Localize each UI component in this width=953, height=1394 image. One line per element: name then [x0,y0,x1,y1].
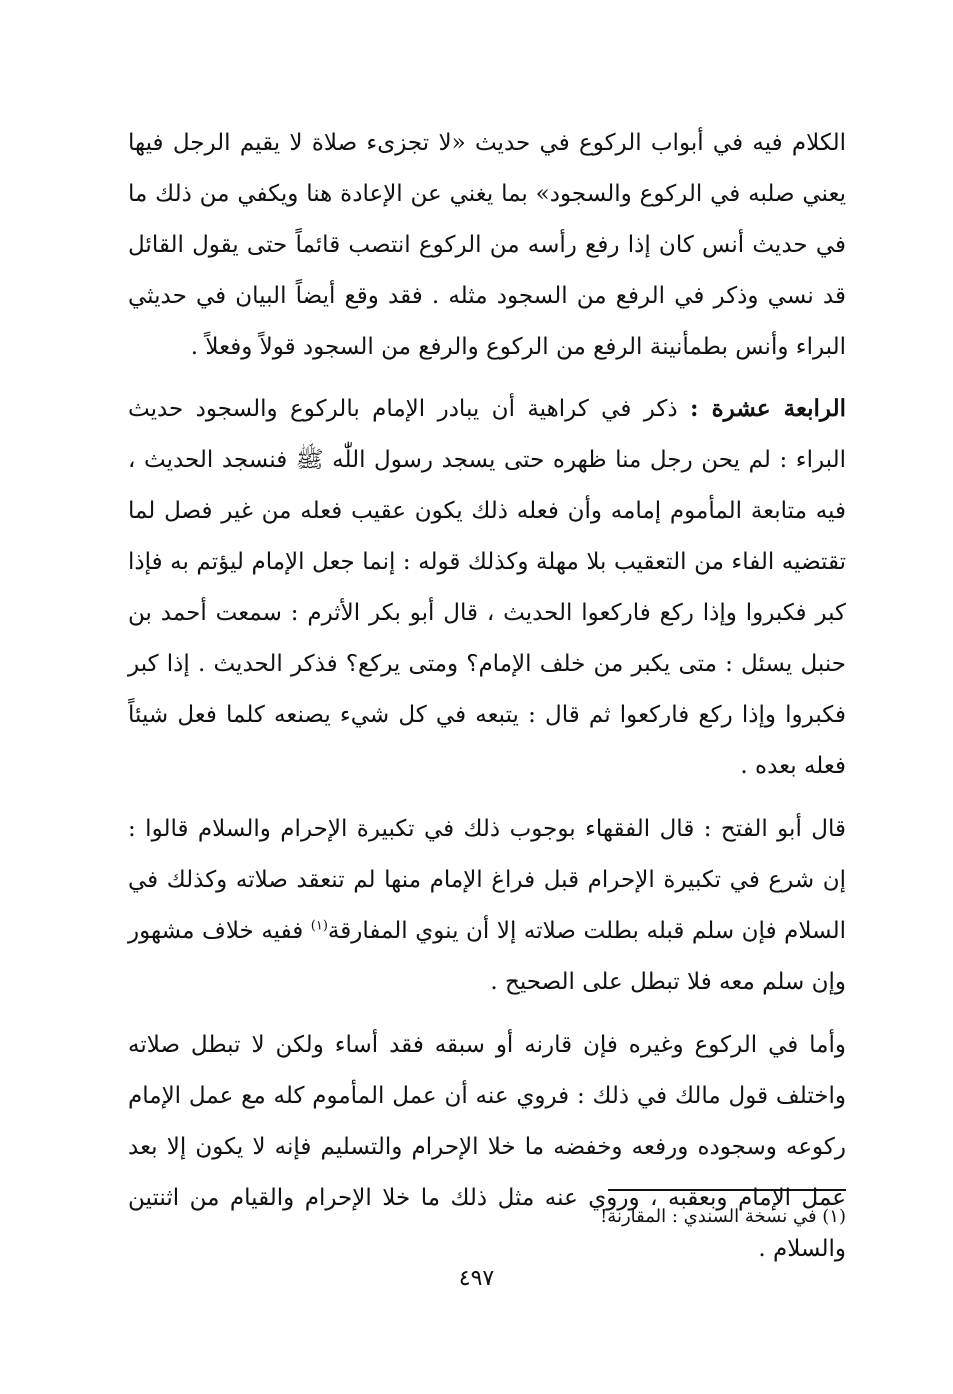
page-number: ٤٩٧ [458,1266,495,1291]
footnote-divider [608,1189,846,1191]
footnote-reference: (١) [310,918,328,934]
main-text [128,118,846,1287]
paragraph-3-part-1: قال أبو الفتح : قال الفقهاء بوجوب ذلك في تكبيرة الإحرام والسلام قالوا : إن شرع في تكبيرة الإحرام قبل فراغ الإمام منها لم تنعقد صلاته وكذلك في السلام فإن سلم قبله بطلت صلاته إلا أن ينوي المفارقة [128,816,846,944]
footnote: (١) في نسخة السندي : المقارنة! [600,1206,846,1227]
paragraph-2-body: ذكر في كراهية أن يبادر الإمام بالركوع والسجود حديث البراء : لم يحن رجل منا ظهره حتى يسجد رسول اللّٰه ﷺ فنسجد الحديث ، فيه متابعة المأموم إمامه وأن فعله ذلك يكون عقيب فعله من غير فصل لما تقتضيه الفاء من التعقيب بلا مهلة وكذلك قوله : إنما جعل الإمام ليؤتم به فإذا كبر فكبروا وإذا ركع فاركعوا الحديث ، قال أبو بكر الأثرم : سمعت أحمد بن حنبل يسئل : متى يكبر من خلف الإمام؟ ومتى يركع؟ فذكر الحديث . إذا كبر فكبروا وإذا ركع فاركعوا ثم قال : يتبعه في كل شيء يصنعه كلما فعل شيئاً فعله بعده . [128,396,846,779]
paragraph-4: وأما في الركوع وغيره فإن قارنه أو سبقه فقد أساء ولكن لا تبطل صلاته واختلف قول مالك في ذلك : فروي عنه أن عمل المأموم كله مع عمل الإمام ركوعه وسجوده ورفعه وخفضه ما خلا الإحرام والتسليم فإنه لا يكون إلا بعد عمل الإمام وبعقبه ، وروي عنه مثل ذلك ما خلا الإحرام والقيام من اثنتين والسلام . [128,1032,846,1262]
paragraph-3-part-2: ففيه خلاف مشهور وإن سلم معه فلا تبطل على الصحيح . [128,918,846,995]
section-heading: الرابعة عشرة : [690,395,846,422]
paragraph-2 [128,383,846,792]
paragraph-3 [128,804,846,1008]
paragraph-1: الكلام فيه في أبواب الركوع في حديث «لا تجزىء صلاة لا يقيم الرجل فيها يعني صلبه في الركوع والسجود» بما يغني عن الإعادة هنا ويكفي من ذلك ما في حديث أنس كان إذا رفع رأسه من الركوع انتصب قائماً حتى يقول القائل قد نسي وذكر في الرفع من السجود مثله . فقد وقع أيضاً البيان في حديثي البراء وأنس بطمأنينة الرفع من الركوع والرفع من السجود قولاً وفعلاً . [128,130,846,360]
